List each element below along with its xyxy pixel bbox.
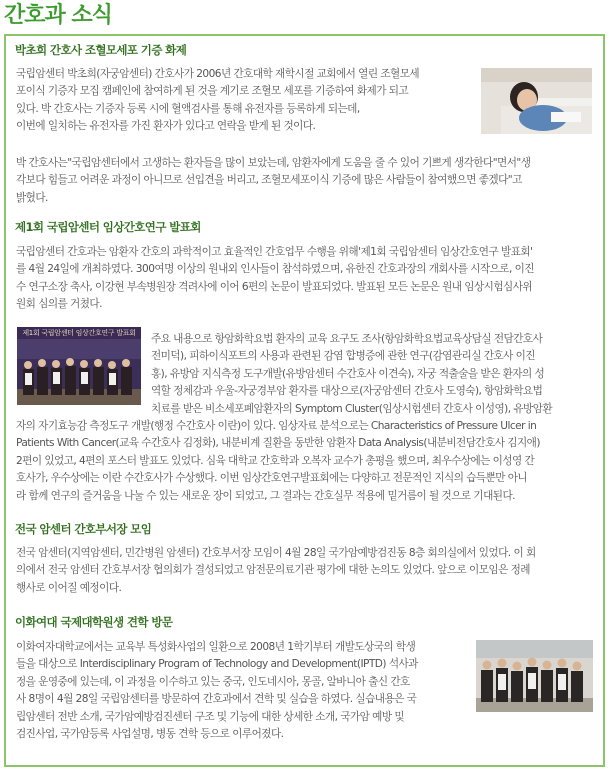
section-1-paragraph-2: 박 간호사는"국립암센터에서 고생하는 환자들을 많이 보았는데, 암환자에게 도움을 줄 수 있어 기쁘게 생각한다"면서"생 각보다 힘들고 어려운 과정이 아니므로 선입견을 버리고, 조혈모세포이식 기증에 많은 사람들이 참여했으면 좋겠다"고 밝혔다. <box>16 157 531 204</box>
student-visit-photo <box>476 640 593 712</box>
conference-banner-caption: 제1회 국립암센터 임상간호연구 발표회 <box>17 327 141 339</box>
section-1-title: 박초희 간호사 조혈모세포 기증 화제 <box>15 43 187 57</box>
section-2-paragraph-2-wrapped: 주요 내용으로 항암화학요법 환자의 교육 요구도 조사(항암화학요법교육상담실 전담간호사 전미덕), 피하이식포트의 사용과 관련된 감염 합병증에 관한 연구(감염관리실 간호사 이진 홍), 유방암 지식측정 도구개발(유방암센터 수간호사 이견숙), 자궁 적출술을 받은 환자의 성 역할 정체감과 우울-자궁경부암 환자를 대상으로(자궁암센터 간호사 도영숙), 항암화학요법 치료를 받은 비소세포폐암환자의 Symptom Cluster(임상시험센터 간호사 이성영), 유방암환 <box>151 333 553 415</box>
research-conference-photo <box>17 327 141 405</box>
section-3-paragraph-1: 전국 암센터(지역암센터, 민간병원 암센터) 간호부서장 모임이 4월 28일 국가암예방검진동 8층 회의실에서 있었다. 이 회 의에서 전국 암센터 간호부서장 협의회가 결성되었고 암전문의료기관 평가에 대한 논의도 있었다. 앞으로 이모임은 정례 행사로 이어질 예정이다. <box>16 547 536 594</box>
section-3-title: 전국 암센터 간호부서장 모임 <box>15 522 152 536</box>
section-4-paragraph-1: 이화여자대학교에서는 교육부 특성화사업의 일환으로 2008년 1학기부터 개발도상국의 학생 들을 대상으로 Interdisciplinary Program of Technology and Development(IPTD) 석사과 정을 운영중에 있는데, 이 과정을 이수하고 있는 중국, 인도네시아, 몽골, 알바니아 출신 간호 사 8명이 4월 28일 국립암센터를 방문하여 간호과에서 견학 및 실습을 하였다. 실습내용은 국 립암센터 전반 소개, 국가암예방검진센터 구조 및 기능에 대한 상세한 소개, 국가암 예방 및 검진사업, 국가암등록 사업설명, 병동 견학 등으로 이루어졌다. <box>16 641 418 741</box>
section-1-paragraph-1: 국립암센터 박초희(자궁암센터) 간호사가 2006년 간호대학 재학시절 교회에서 열린 조혈모세 포이식 기증자 모집 캠페인에 참여하게 된 것을 계기로 조혈모 세포를 기증하여 화제가 되고 있다. 박 간호사는 기증자 등록 시에 혈액검사를 통해 유전자를 등록하게 되는데, 이번에 일치하는 유전자를 가진 환자가 있다고 연락을 받게 된 것이다. <box>16 68 420 133</box>
section-2-title: 제1회 국립암센터 임상간호연구 발표회 <box>15 220 201 234</box>
section-4-title: 이화여대 국제대학원생 견학 방문 <box>15 615 173 629</box>
donor-nurse-photo <box>481 68 592 134</box>
section-2-paragraph-1: 국립암센터 간호과는 암환자 간호의 과학적이고 효율적인 간호업무 수행을 위해'제1회 국립암센터 임상간호연구 발표회' 를 4월 24일에 개최하였다. 300여명 이상의 원내외 인사들이 참석하였으며, 유한진 간호과장의 개회사를 시작으로, 이진 수 연구소장 축사, 이강현 부속병원장 격려사에 이어 6편의 논문이 발표되었다. 발표된 모든 논문은 원내 임상시험심사위 원회 심의를 거쳤다. <box>16 246 534 311</box>
page-title: 간호과 소식 <box>4 3 112 28</box>
section-2-paragraph-2-full: 자의 자기효능감 측정도구 개발(행정 수간호사 이란)이 있다. 임상자료 분석으로는 Characteristics of Pressure Ulcer in Patients With Cancer(교육 수간호사 김정화), 내분비계 질환을 동반한 암환자 Data Analysis(내분비전담간호사 김지애) 2편이 있었고, 4편의 포스터 발표도 있었다. 심육 대학교 간호학과 오복자 교수가 총평을 했으며, 최우수상에는 이성영 간 호사가, 우수상에는 이란 수간호사가 수상했다. 이번 임상간호연구발표회에는 다양하고 전문적인 지식의 습득뿐만 아니 라 함께 연구의 즐거움을 나눌 수 있는 새로운 장이 되었고, 그 결과는 간호실무 적용에 밑거름이 될 것으로 기대된다. <box>16 420 540 502</box>
